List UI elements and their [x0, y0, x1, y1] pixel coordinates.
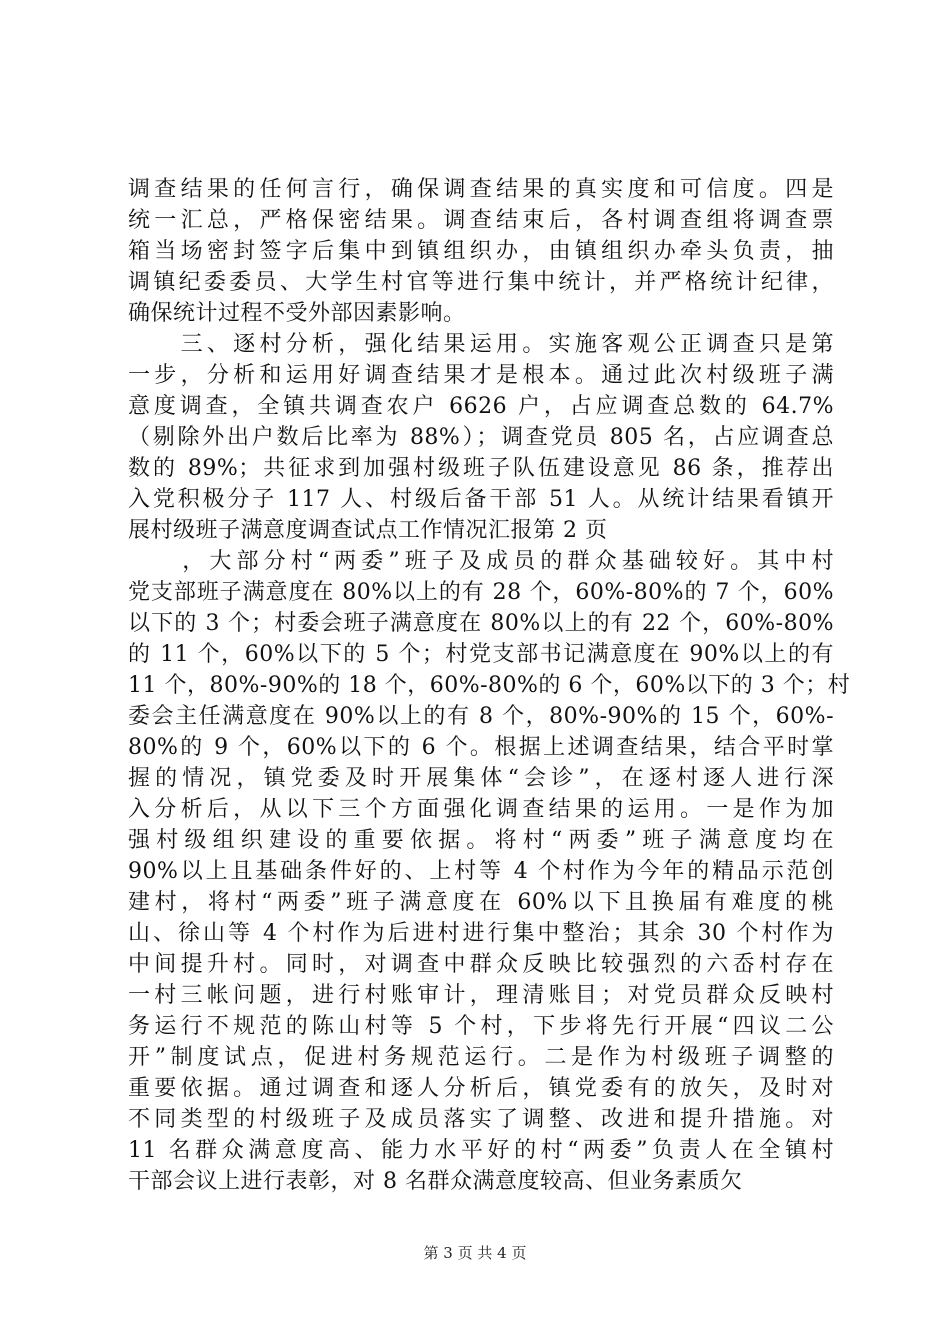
text-line: （剔除外出户数后比率为 88%）；调查党员 805 名，占应调查总 — [128, 425, 834, 450]
text-line: 入党积极分子 117 人、村级后备干部 51 人。从统计结果看镇开 — [128, 487, 834, 512]
text-line: 统一汇总，严格保密结果。调查结束后，各村调查组将调查票 — [128, 208, 834, 233]
text-line: 重要依据。通过调查和逐人分析后，镇党委有的放矢，及时对 — [128, 1076, 834, 1101]
text-line: 三、逐村分析，强化结果运用。实施客观公正调查只是第 — [128, 332, 834, 357]
text-line: 握的情况，镇党委及时开展集体“会诊”，在逐村逐人进行深 — [128, 766, 834, 791]
document-body — [128, 174, 851, 1197]
text-line: 党支部班子满意度在 80%以上的有 28 个，60%-80%的 7 个，60% — [128, 580, 834, 605]
text-line: 务运行不规范的陈山村等 5 个村，下步将先行开展“四议二公 — [128, 1014, 834, 1039]
text-line: 建村，将村“两委”班子满意度在 60%以下且换届有难度的桃 — [128, 890, 834, 915]
page-footer: 第 3 页 共 4 页 — [423, 1244, 527, 1262]
text-line: 80%的 9 个，60%以下的 6 个。根据上述调查结果，结合平时掌 — [128, 735, 834, 760]
text-line: 90%以上且基础条件好的、上村等 4 个村作为今年的精品示范创 — [128, 859, 834, 884]
text-line: 一村三帐问题，进行村账审计，理清账目；对党员群众反映村 — [128, 983, 834, 1008]
text-line: ，大部分村“两委”班子及成员的群众基础较好。其中村 — [128, 549, 834, 574]
text-line: 山、徐山等 4 个村作为后进村进行集中整治；其余 30 个村作为 — [128, 921, 834, 946]
text-line: 以下的 3 个；村委会班子满意度在 80%以上的有 22 个，60%-80% — [128, 611, 834, 636]
text-line: 确保统计过程不受外部因素影响。 — [128, 301, 466, 326]
text-line: 箱当场密封签字后集中到镇组织办，由镇组织办牵头负责，抽 — [128, 239, 834, 264]
text-line: 11 个，80%-90%的 18 个，60%-80%的 6 个，60%以下的 3 个；村 — [128, 673, 851, 698]
text-line: 干部会议上进行表彰，对 8 名群众满意度较高、但业务素质欠 — [128, 1169, 743, 1194]
text-line: 开”制度试点，促进村务规范运行。二是作为村级班子调整的 — [128, 1045, 834, 1070]
text-line: 强村级组织建设的重要依据。将村“两委”班子满意度均在 — [128, 828, 834, 853]
text-line: 展村级班子满意度调查试点工作情况汇报第 2 页 — [128, 518, 608, 543]
text-line: 一步，分析和运用好调查结果才是根本。通过此次村级班子满 — [128, 363, 834, 388]
text-line: 11 名群众满意度高、能力水平好的村“两委”负责人在全镇村 — [128, 1138, 834, 1163]
text-line: 的 11 个，60%以下的 5 个；村党支部书记满意度在 90%以上的有 — [128, 642, 834, 667]
text-line: 中间提升村。同时，对调查中群众反映比较强烈的六岙村存在 — [128, 952, 834, 977]
text-line: 调查结果的任何言行，确保调查结果的真实度和可信度。四是 — [128, 177, 834, 202]
text-line: 不同类型的村级班子及成员落实了调整、改进和提升措施。对 — [128, 1107, 834, 1132]
text-line: 入分析后，从以下三个方面强化调查结果的运用。一是作为加 — [128, 797, 834, 822]
text-line: 意度调查，全镇共调查农户 6626 户，占应调查总数的 64.7% — [128, 394, 834, 419]
text-line: 调镇纪委委员、大学生村官等进行集中统计，并严格统计纪律， — [128, 270, 834, 295]
text-line: 委会主任满意度在 90%以上的有 8 个，80%-90%的 15 个，60%- — [128, 704, 834, 729]
text-line: 数的 89%；共征求到加强村级班子队伍建设意见 86 条，推荐出 — [128, 456, 834, 481]
